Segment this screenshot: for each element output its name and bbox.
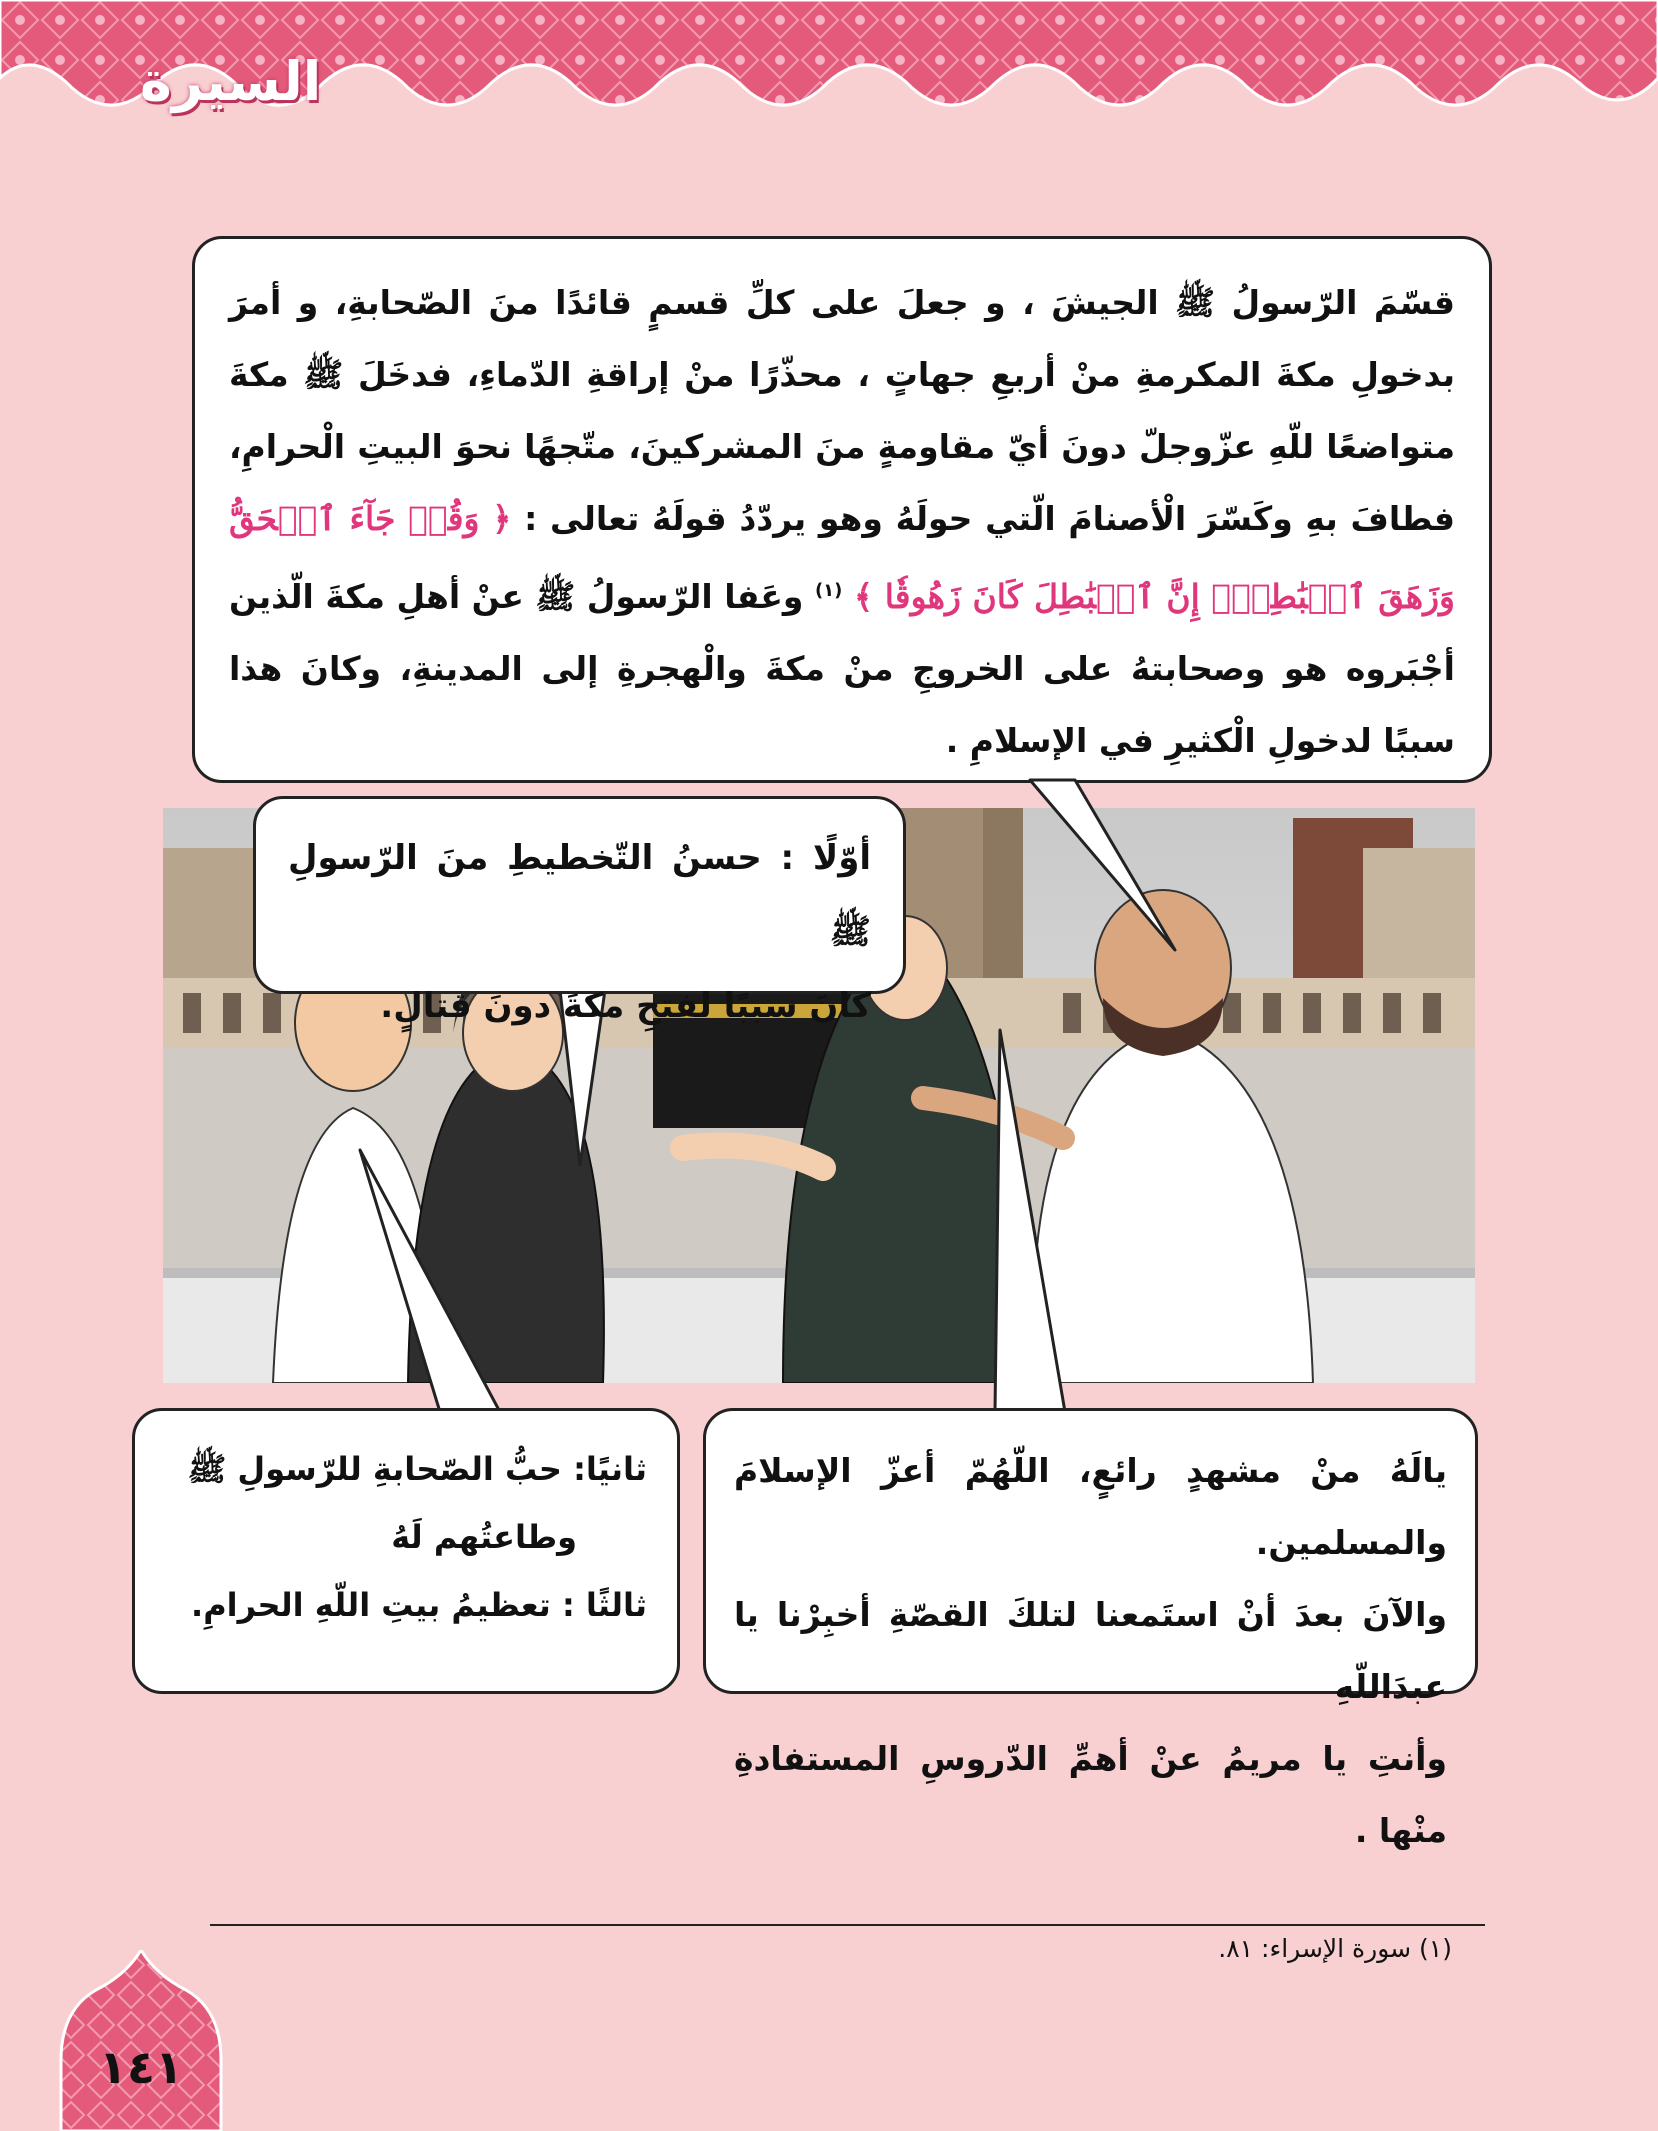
narrative-part2: وعَفا الرّسولُ ﷺ عنْ أهلِ مكةَ الّذين أجْبَروه هو وصحابتهُ على الخروجِ منْ مكةَ والْهجرةِ إلى المدينةِ، وكانَ هذا سببًا لدخولِ الْكثيرِ في الإسلامِ . [229, 577, 1455, 760]
lesson-two-line1: ثانيًا: حبُّ الصّحابةِ للرّسولِ ﷺ [187, 1450, 647, 1488]
lesson-one-bubble [253, 796, 906, 1026]
narrative-part1: قسّمَ الرّسولُ ﷺ الجيشَ ، و جعلَ على كلِّ قسمٍ قائدًا منَ الصّحابةِ، و أمرَ بدخولِ مكةَ المكرمةِ منْ أربعِ جهاتٍ ، محذّرًا منْ إراقةِ الدّماءِ، فدخَلَ ﷺ مكةَ متواضعًا للّهِ عزّوجلّ دونَ أيّ مقاومةٍ منَ المشركينَ، متّجهًا نحوَ البيتِ الْحرامِ، فطافَ بهِ وكَسّرَ الْأصنامَ الّتي حولَهُ وهو يردّدُ قولَهُ تعالى : [229, 283, 1455, 538]
mother-question-bubble [703, 1408, 1478, 1850]
footnote-divider [210, 1924, 1485, 1926]
mother-line1: يالَهُ منْ مشهدٍ رائعٍ، اللّهُمّ أعزّ الإسلامَ والمسلمين. [734, 1451, 1447, 1562]
footnote-text: (١) سورة الإسراء: ٨١. [1218, 1934, 1452, 1963]
lesson-one-line1: أوّلًا : حسنُ التّخطيطِ منَ الرّسولِ ﷺ [288, 838, 871, 952]
lesson-three-line: ثالثًا : تعظيمُ بيتِ اللّهِ الحرامِ. [191, 1586, 647, 1624]
mother-line2: والآنَ بعدَ أنْ استَمعنا لتلكَ القصّةِ أخبِرْنا يا عبدَاللّهِ [734, 1595, 1447, 1706]
quran-verse: ﴿ وَقُلۡ جَآءَ ٱلۡحَقُّ وَزَهَقَ ٱلۡبَٰطِلُۚ إِنَّ ٱلۡبَٰطِلَ كَانَ زَهُوقٗا ﴾ [229, 499, 1455, 616]
mother-line3: وأنتِ يا مريمُ عنْ أهمِّ الدّروسِ المستفادةِ منْها . [734, 1739, 1447, 1850]
footnote-marker: (١) [814, 580, 843, 601]
section-title: السيرة [140, 50, 322, 113]
lesson-one-line2: كانَ سببًا لفتحِ مكةَ دونَ قتالٍ. [380, 986, 871, 1026]
lesson-two-three-bubble [132, 1408, 680, 1694]
page-number: ١٤١ [98, 2040, 184, 2094]
lesson-two-line2: وطاعتُهم لَهُ [391, 1518, 577, 1556]
